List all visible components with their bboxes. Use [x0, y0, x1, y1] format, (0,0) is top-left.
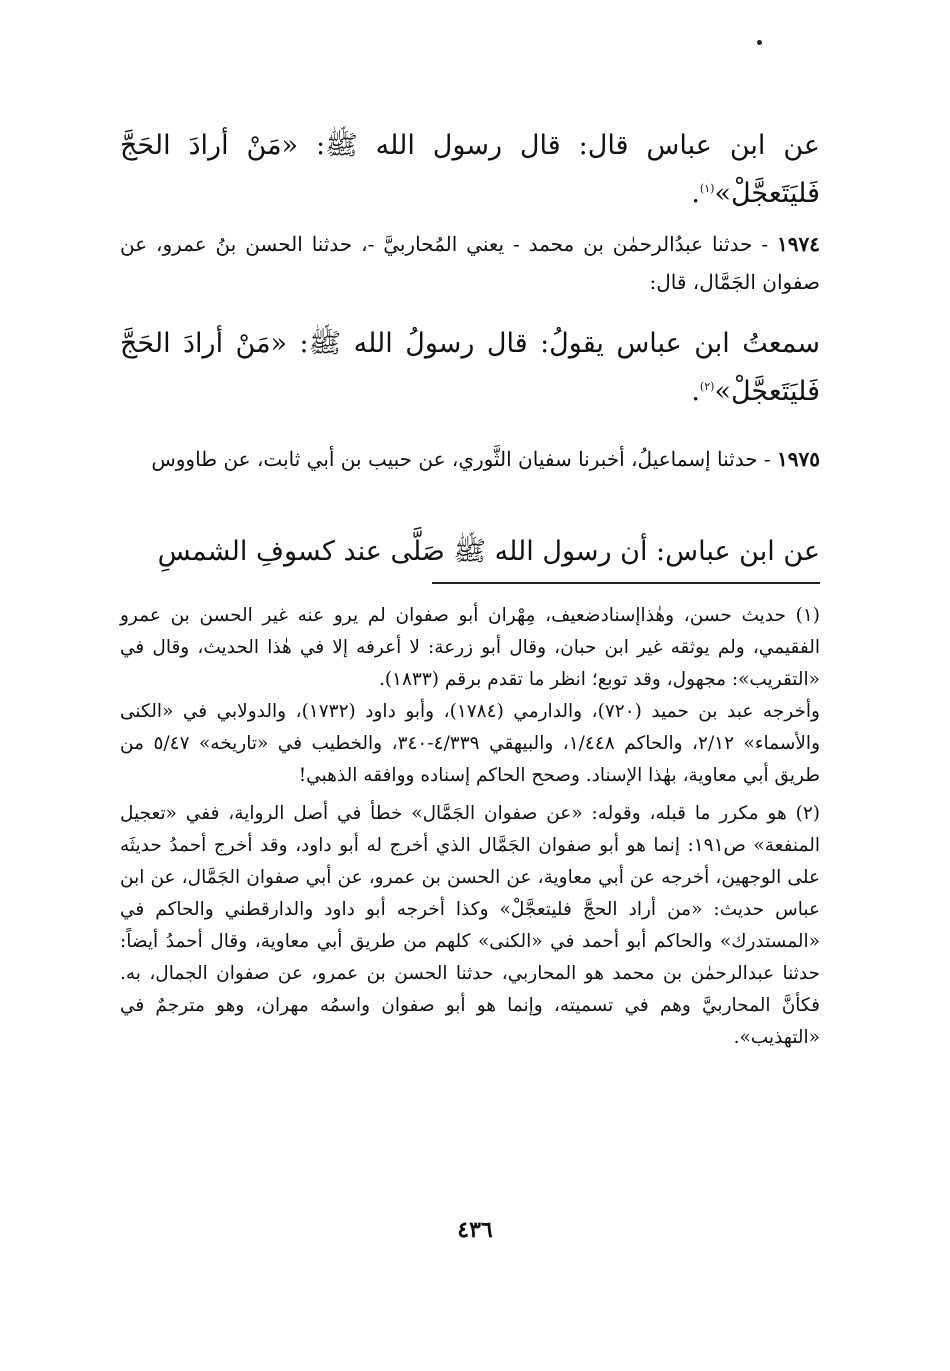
footnote-1-continued: وأخرجه عبد بن حميد (٧٢٠)، والدارمي (١٧٨٤)، وأبو داود (١٧٣٢)، والدولابي في «الكنى والأسماء» ٢/١٢، والحاكم ١/٤٤٨، والبيهقي ٤/٣٣٩-٣٤٠، والخطيب في «تاريخه» ٥/٤٧ من طريق أبي معاوية، بهٰذا الإسناد. وصحح الحاكم إسناده ووافقه الذهبي!	[120, 701, 821, 786]
hadith-1974-matn-2: سمعتُ ابن عباس يقولُ: قال رسولُ الله ﷺ: «مَنْ أرادَ الحَجَّ فَليَتَعجَّلْ»$^{(٢)}$.	[120, 328, 820, 407]
hadith-number: ١٩٧٤	[777, 232, 820, 256]
page-number: ٤٣٦	[457, 1217, 493, 1243]
footnote-marker-2[interactable]: (٢)	[699, 380, 715, 393]
hadith-1975-chain: ١٩٧٥ - حدثنا إسماعيلُ، أخبرنا سفيان الثَّوري، عن حبيب بن أبي ثابت، عن طاووس	[151, 447, 820, 471]
footnote-marker-1[interactable]: (١)	[699, 182, 715, 195]
hadith-1974-chain: ١٩٧٤ - حدثنا عبدُالرحمٰن بن محمد - يعني المُحاربيَّ -، حدثنا الحسن بنُ عمرو، عن صفوان الجَمَّال، قال:	[120, 232, 820, 294]
footnote-1: (١) حديث حسن، وهٰذاإسنادضعيف، مِهْران أبو صفوان لم يرو عنه غير الحسن بن عمرو الفقيمي، ولم يوثقه غير ابن حبان، وقال أبو زرعة: لا أعرفه إلا في هٰذا الحديث، وقال في «التقريب»: مجهول، وقد توبع؛ انظر ما تقدم برقم (١٨٣٣).	[120, 605, 820, 690]
footnotes	[120, 600, 820, 1054]
page-speck	[757, 40, 762, 45]
footnote-2: (٢) هو مكرر ما قبله، وقوله: «عن صفوان الجَمَّال» خطأ في أصل الرواية، ففي «تعجيل المنفعة» ص١٩١: إنما هو أبو صفوان الجَمَّال الذي أخرج له أبو داود، وقد أخرج أحمدُ حديثَه على الوجهين، أخرجه عن أبي معاوية، عن الحسن بن عمرو، عن أبي صفوان الجَمَّال، عن ابن عباس حديث: «من أراد الحجَّ فليتعجَّلْ» وكذا أخرجه أبو داود والدارقطني والحاكم في «المستدرك» والحاكم أبو أحمد في «الكنى» كلهم من طريق أبي معاوية، وقال أحمدُ أيضاً: حدثنا عبدالرحمٰن بن محمد هو المحاربي، حدثنا الحسن بن عمرو، عن صفوان الجمال، به. فكأنَّ المحاربيَّ وهم في تسميته، وإنما هو أبو صفوان واسمُه مهران، وهو مترجمٌ في «التهذيب».	[120, 803, 820, 1048]
hadith-1975-matn: عن ابن عباس: أن رسول الله ﷺ صَلَّى عند كسوفِ الشمسِ	[157, 536, 820, 567]
hadith-number: ١٩٧٥	[777, 447, 820, 471]
hadith-1974-matn: عن ابن عباس قال: قال رسول الله ﷺ: «مَنْ أرادَ الحَجَّ فَليَتَعجَّلْ»$^{(١)}$.	[120, 130, 820, 209]
footnote-separator	[432, 582, 820, 584]
